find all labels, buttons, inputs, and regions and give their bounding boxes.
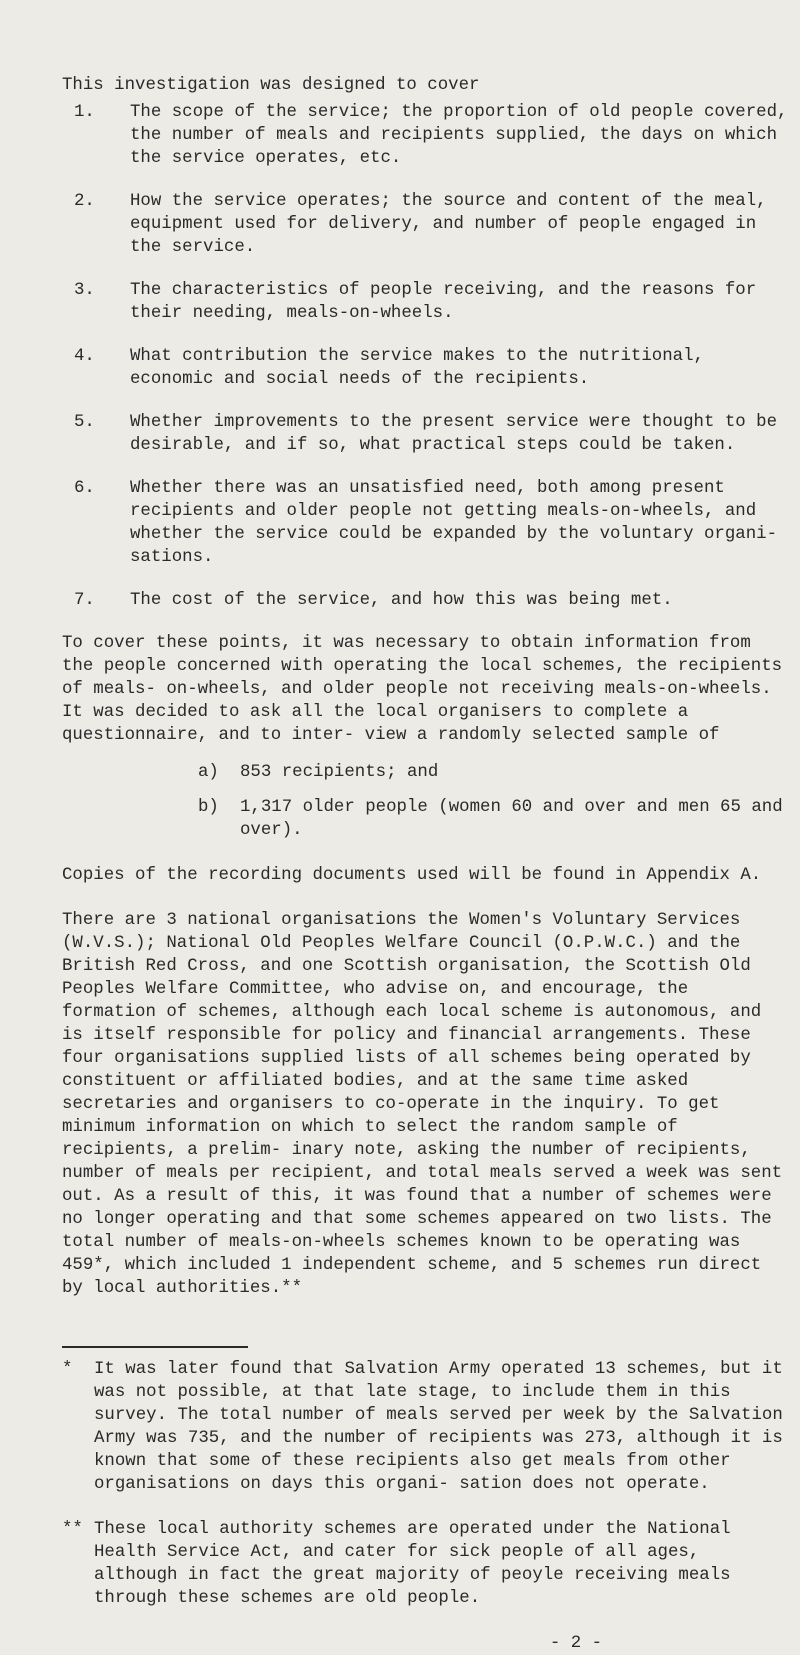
item-number: 4. — [74, 347, 95, 366]
appendix-paragraph: Copies of the recording documents used will be found in Appendix A. — [62, 866, 762, 885]
footnote-text: These local authority schemes are operated under the National Health Service Act, and cater for sick people of all ages, although in fact the great majority of peoyle receiving meals through these schemes are old people. — [94, 1520, 731, 1608]
item-number: 7. — [74, 591, 95, 610]
item-text: Whether improvements to the present service were thought to be desirable, and if so, what practical steps could be taken. — [130, 413, 778, 455]
item-number: 2. — [74, 192, 95, 211]
item-text: The characteristics of people receiving, and the reasons for their needing, meals-on-wheels. — [130, 281, 757, 323]
item-text: The cost of the service, and how this was being met. — [130, 591, 673, 610]
item-text: The scope of the service; the proportion of old people covered, the number of meals and recipients supplied, the days on which the service operates, etc. — [130, 103, 788, 168]
method-paragraph: To cover these points, it was necessary to obtain information from the people concerned with operating the local schemes, the recipients of meals- on-wheels, and older people not receiving meals-on-wheels. It was decided to ask all the local organisers to complete a questionnaire, and to inter- view a randomly selected sample of — [62, 634, 783, 745]
list-item — [62, 411, 790, 457]
list-item — [62, 589, 790, 612]
sample-item — [62, 796, 790, 842]
document-page — [62, 74, 790, 1655]
sample-item — [62, 761, 790, 784]
footnote-mark: * — [62, 1360, 73, 1379]
footnote-mark: ** — [62, 1520, 83, 1539]
list-item — [62, 345, 790, 391]
item-number: 6. — [74, 479, 95, 498]
item-number: 3. — [74, 281, 95, 300]
footnote — [62, 1358, 790, 1496]
page-number: - 2 - — [549, 1634, 603, 1653]
list-item — [62, 477, 790, 569]
sample-list — [62, 761, 790, 842]
footnote — [62, 1518, 790, 1610]
list-item — [62, 279, 790, 325]
sample-label: a) — [198, 763, 219, 782]
organisations-paragraph: There are 3 national organisations the Women's Voluntary Services (W.V.S.); National Old Peoples Welfare Council (O.P.W.C.) and the British Red Cross, and one Scottish organisation, the Scottish Old Peoples Welfare Committee, who advise on, and encourage, the formation of schemes, although each local scheme is autonomous, and is itself responsible for policy and financial arrangements. These four organisations supplied lists of all schemes being operated by constituent or affiliated bodies, and at the same time asked secretaries and organisers to co-operate in the inquiry. To get minimum information on which to select the random sample of recipients, a prelim- inary note, asking the number of recipients, number of meals per recipient, and total meals served a week was sent out. As a result of this, it was found that a number of schemes were no longer operating and that some schemes appeared on two lists. The total number of meals-on-wheels schemes known to be operating was 459*, which included 1 independent scheme, and 5 schemes run direct by local authorities.** — [62, 911, 783, 1298]
intro-text: This investigation was designed to cover — [62, 76, 480, 95]
list-item — [62, 101, 790, 170]
footnote-divider — [62, 1346, 248, 1348]
scope-list — [62, 101, 790, 612]
list-item — [62, 190, 790, 259]
sample-text: 853 recipients; and — [240, 763, 439, 782]
item-number: 5. — [74, 413, 95, 432]
item-text: What contribution the service makes to the nutritional, economic and social needs of the recipients. — [130, 347, 704, 389]
sample-label: b) — [198, 798, 219, 817]
item-text: How the service operates; the source and content of the meal, equipment used for delivery, and number of people engaged in the service. — [130, 192, 767, 257]
sample-text: 1,317 older people (women 60 and over and men 65 and over). — [240, 798, 783, 840]
footnote-text: It was later found that Salvation Army operated 13 schemes, but it was not possible, at that late stage, to include them in this survey. The total number of meals served per week by the Salvation Army was 735, and the number of recipients was 273, although it is known that some of these recipients also get meals from other organisations on days this organi- sation does not operate. — [94, 1360, 783, 1494]
item-number: 1. — [74, 103, 95, 122]
item-text: Whether there was an unsatisfied need, both among present recipients and older people not getting meals-on-wheels, and whether the service could be expanded by the voluntary organi- sations. — [130, 479, 778, 567]
